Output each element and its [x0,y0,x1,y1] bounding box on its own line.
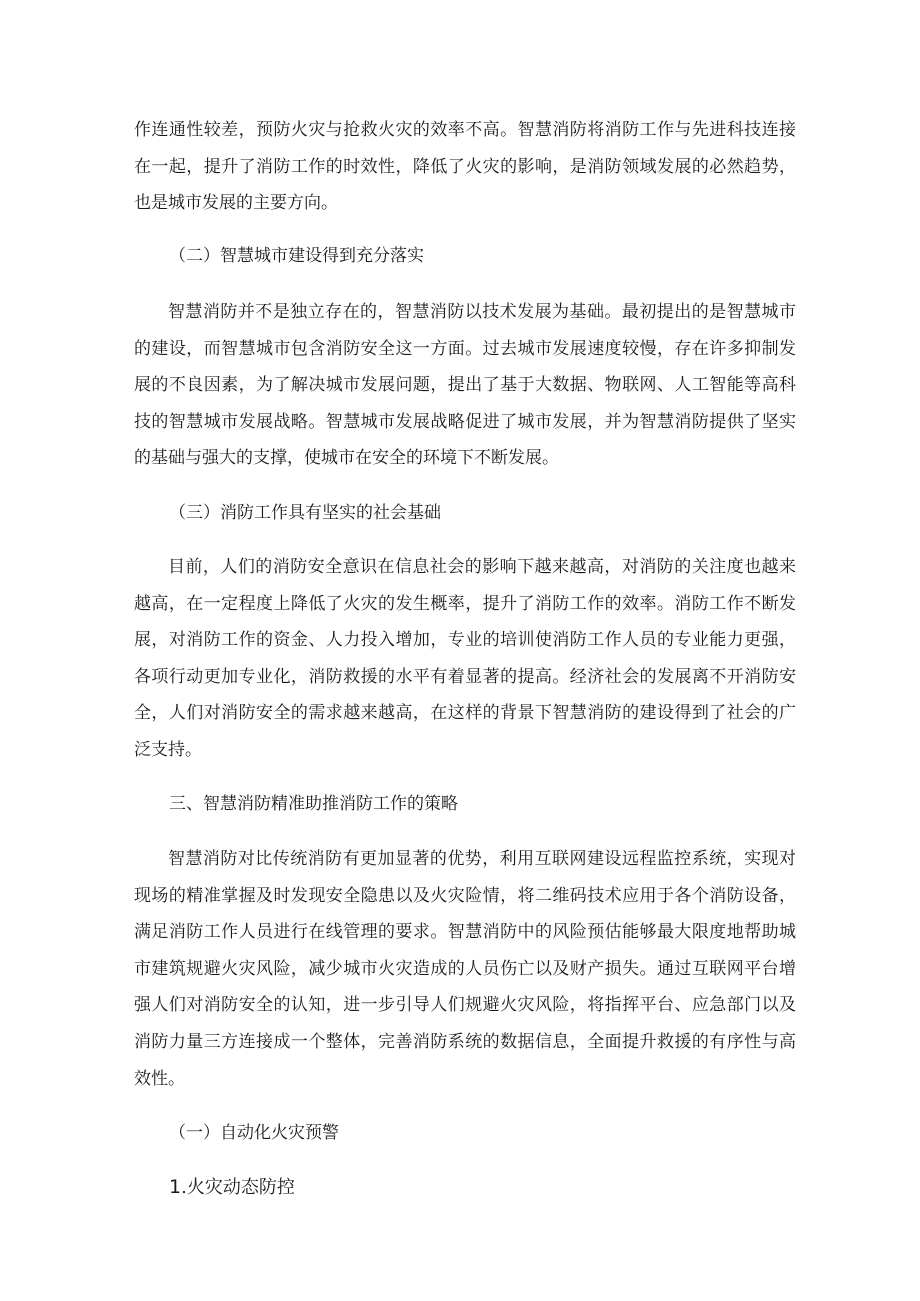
paragraph-continuation: 作连通性较差，预防火灾与抢救火灾的效率不高。智慧消防将消防工作与先进科技连接在一起，提升了消防工作的时效性，降低了火灾的影响，是消防领域发展的必然趋势，也是城市发展的主要方向。 [134,120,796,214]
subheading-smart-city: （二）智慧城市建设得到充分落实 [169,246,424,266]
item-text: .火灾动态防控 [181,1177,295,1198]
subheading-auto-warning: （一）自动化火灾预警 [169,1123,339,1143]
paragraph-social-foundation: 目前，人们的消防安全意识在信息社会的影响下越来越高，对消防的关注度也越来越高，在一定程度上降低了火灾的发生概率，提升了消防工作的效率。消防工作不断发展，对消防工作的资金、人力投入增加，专业的培训使消防工作人员的专业能力更强，各项行动更加专业化，消防救援的水平有着显著的提高。经济社会的发展离不开消防安全，人们对消防安全的需求越来越高，在这样的背景下智慧消防的建设得到了社会的广泛支持。 [134,557,796,760]
numbered-item-fire-control [169,1169,789,1206]
section-heading-strategy: 三、智慧消防精准助推消防工作的策略 [169,794,458,814]
subheading-social-foundation: （三）消防工作具有坚实的社会基础 [169,503,441,523]
paragraph-strategy: 智慧消防对比传统消防有更加显著的优势，利用互联网建设远程监控系统，实现对现场的精准掌握及时发现安全隐患以及火灾险情，将二维码技术应用于各个消防设备，满足消防工作人员进行在线管理的要求。智慧消防中的风险预估能够最大限度地帮助城市建筑规避火灾风险，减少城市火灾造成的人员伤亡以及财产损失。通过互联网平台增强人们对消防安全的认知，进一步引导人们规避火灾风险，将指挥平台、应急部门以及消防力量三方连接成一个整体，完善消防系统的数据信息，全面提升救援的有序性与高效性。 [134,849,796,1089]
paragraph-smart-city: 智慧消防并不是独立存在的，智慧消防以技术发展为基础。最初提出的是智慧城市的建设，而智慧城市包含消防安全这一方面。过去城市发展速度较慢，存在许多抑制发展的不良因素，为了解决城市发展问题，提出了基于大数据、物联网、人工智能等高科技的智慧城市发展战略。智慧城市发展战略促进了城市发展，并为智慧消防提供了坚实的基础与强大的支撑，使城市在安全的环境下不断发展。 [134,302,796,469]
item-number: 1 [169,1176,182,1198]
